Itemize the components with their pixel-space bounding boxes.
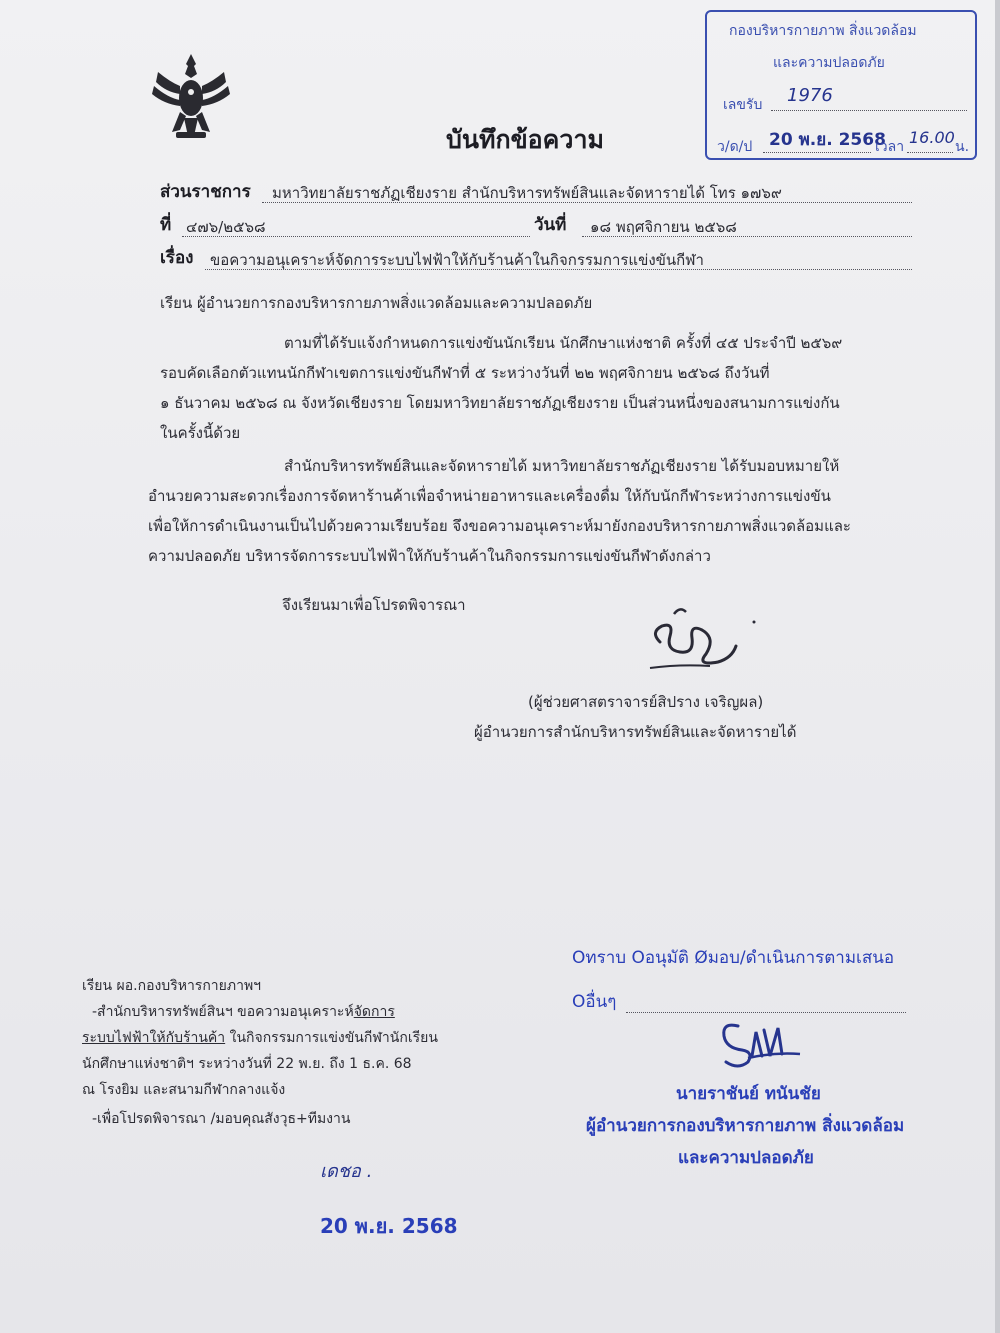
director-options: Oทราบ Oอนุมัติ Øมอบ/ดำเนินการตามเสนอ [572, 948, 895, 968]
note-line3-underlined: ระบบไฟฟ้าให้กับร้านค้า [82, 1030, 226, 1046]
note-line2-underlined: จัดการ [353, 1004, 395, 1020]
stamp-time-unit: น. [955, 139, 970, 155]
note-line2 [92, 1001, 395, 1023]
stamp-office-line2: และความปลอดภัย [773, 55, 885, 71]
note-initials: เดชอ . [320, 1161, 373, 1182]
signer-position: ผู้อำนวยการสำนักบริหารทรัพย์สินและจัดหารายได้ [474, 723, 797, 741]
subject-value: ขอความอนุเคราะห์จัดการระบบไฟฟ้าให้กับร้านค้าในกิจกรรมการแข่งขันกีฬา [210, 251, 704, 269]
note-date-stamp: 20 พ.ย. 2568 [320, 1214, 458, 1238]
director-position-line1: ผู้อำนวยการกองบริหารกายภาพ สิ่งแวดล้อม [586, 1116, 905, 1136]
date-label: วันที่ [534, 215, 567, 235]
date-value: ๑๘ พฤศจิกายน ๒๕๖๘ [590, 218, 737, 236]
paragraph1-line1: ตามที่ได้รับแจ้งกำหนดการแข่งขันนักเรียน นักศึกษาแห่งชาติ ครั้งที่ ๔๕ ประจำปี ๒๕๖๙ [284, 334, 843, 352]
garuda-emblem-icon [150, 52, 232, 142]
signer-name: (ผู้ช่วยศาสตราจารย์สิปราง เจริญผล) [528, 693, 764, 711]
ref-label: ที่ [160, 215, 172, 235]
paragraph2-line4: ความปลอดภัย บริหารจัดการระบบไฟฟ้าให้กับร้านค้าในกิจกรรมการแข่งขันกีฬาดังกล่าว [148, 547, 711, 565]
note-line3 [82, 1027, 438, 1049]
stamp-office-line1: กองบริหารกายภาพ สิ่งแวดล้อม [729, 23, 917, 39]
salutation: เรียน ผู้อำนวยการกองบริหารกายภาพสิ่งแวดล้อมและความปลอดภัย [160, 294, 593, 312]
director-other-line [626, 990, 906, 1013]
stamp-time-value: 16.00 [909, 128, 955, 147]
stamp-time-label: เวลา [875, 139, 905, 155]
closing-text: จึงเรียนมาเพื่อโปรดพิจารณา [282, 596, 466, 614]
stamp-receive-label: เลขรับ [723, 97, 763, 113]
director-name: นายราชันย์ ทนันชัย [676, 1084, 821, 1104]
memo-title: บันทึกข้อความ [446, 125, 604, 154]
note-line6: -เพื่อโปรดพิจารณา /มอบคุณสังวุธ+ทีมงาน [92, 1111, 351, 1127]
agency-value: มหาวิทยาลัยราชภัฏเชียงราย สำนักบริหารทรัพย์สินและจัดหารายได้ โทร ๑๗๖๙ [272, 184, 782, 202]
paragraph2-line2: อำนวยความสะดวกเรื่องการจัดหาร้านค้าเพื่อจำหน่ายอาหารและเครื่องดื่ม ให้กับนักกีฬาระหว่างการแข่งขัน [148, 487, 831, 505]
stamp-receive-number: 1976 [787, 85, 833, 106]
note-line2-text: -สำนักบริหารทรัพย์สินฯ ขอความอนุเคราะห์ [92, 1004, 354, 1020]
note-line4: นักศึกษาแห่งชาติฯ ระหว่างวันที่ 22 พ.ย. ถึง 1 ธ.ค. 68 [82, 1056, 412, 1072]
subject-label: เรื่อง [160, 248, 194, 268]
paragraph2-line3: เพื่อให้การดำเนินงานเป็นไปด้วยความเรียบร้อย จึงขอความอนุเคราะห์มายังกองบริหารกายภาพสิ่งแวดล้อมและ [148, 517, 851, 535]
paragraph2-line1: สำนักบริหารทรัพย์สินและจัดหารายได้ มหาวิทยาลัยราชภัฏเชียงราย ได้รับมอบหมายให้ [284, 457, 840, 475]
note-line5: ณ โรงยิม และสนามกีฬากลางแจ้ง [82, 1082, 286, 1098]
paragraph1-line4: ในครั้งนี้ด้วย [160, 424, 241, 442]
receive-stamp [705, 10, 977, 160]
ref-value: ๔๗๖/๒๕๖๘ [186, 218, 266, 236]
paragraph1-line2: รอบคัดเลือกตัวแทนนักกีฬาเขตการแข่งขันกีฬาที่ ๕ ระหว่างวันที่ ๒๒ พฤศจิกายน ๒๕๖๘ ถึงวันที่ [160, 364, 770, 382]
agency-label: ส่วนราชการ [160, 182, 251, 202]
note-line3-text: ในกิจกรรมการแข่งขันกีฬานักเรียน [225, 1030, 438, 1046]
page-edge [995, 0, 1000, 1333]
paragraph1-line3: ๑ ธันวาคม ๒๕๖๘ ณ จังหวัดเชียงราย โดยมหาวิทยาลัยราชภัฏเชียงราย เป็นส่วนหนึ่งของสนามการแข่งกัน [160, 394, 840, 412]
director-signature-icon [708, 1012, 808, 1072]
stamp-date-value: 20 พ.ย. 2568 [769, 130, 886, 150]
director-other-label: Oอื่นๆ [572, 992, 617, 1012]
stamp-date-label: ว/ด/ป [717, 139, 753, 155]
director-position-line2: และความปลอดภัย [678, 1148, 814, 1168]
note-line1: เรียน ผอ.กองบริหารกายภาพฯ [82, 978, 262, 994]
signature-icon [640, 602, 760, 682]
